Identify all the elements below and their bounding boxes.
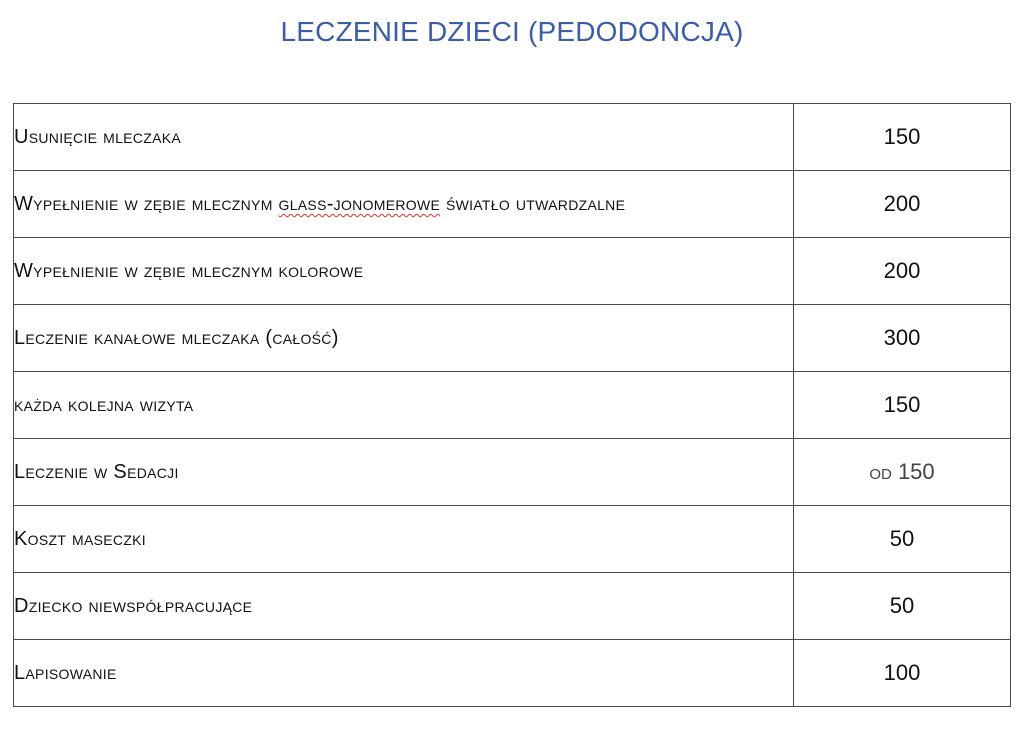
- table-row: [14, 640, 1011, 707]
- service-name: każda kolejna wizyta: [14, 372, 794, 439]
- table-row: [14, 439, 1011, 506]
- service-price: 100: [794, 640, 1011, 707]
- service-name: Lapisowanie: [14, 640, 794, 707]
- service-name-part: światło utwardzalne: [440, 193, 626, 215]
- page-title: LECZENIE DZIECI (PEDODONCJA): [280, 16, 744, 47]
- table-row: [14, 171, 1011, 238]
- table-row: [14, 573, 1011, 640]
- service-price: 150: [794, 104, 1011, 171]
- table-row: [14, 104, 1011, 171]
- service-price: 150: [794, 372, 1011, 439]
- service-name: [14, 171, 794, 238]
- table-row: [14, 305, 1011, 372]
- service-name-part: Wypełnienie w zębie mlecznym: [14, 193, 279, 215]
- service-name: Dziecko niewspółpracujące: [14, 573, 794, 640]
- service-price: 200: [794, 171, 1011, 238]
- service-price: od 150: [794, 439, 1011, 506]
- service-name: Koszt maseczki: [14, 506, 794, 573]
- spellcheck-flagged-word: glass-jonomerowe: [278, 193, 441, 215]
- service-name: Leczenie kanałowe mleczaka (całość): [14, 305, 794, 372]
- table-row: [14, 238, 1011, 305]
- service-name: Leczenie w Sedacji: [14, 439, 794, 506]
- table-row: [14, 506, 1011, 573]
- service-name: Usunięcie mleczaka: [14, 104, 794, 171]
- service-price: 200: [794, 238, 1011, 305]
- service-price: 50: [794, 573, 1011, 640]
- service-price: 300: [794, 305, 1011, 372]
- service-price: 50: [794, 506, 1011, 573]
- service-name: Wypełnienie w zębie mlecznym kolorowe: [14, 238, 794, 305]
- price-table: [13, 103, 1011, 707]
- table-row: [14, 372, 1011, 439]
